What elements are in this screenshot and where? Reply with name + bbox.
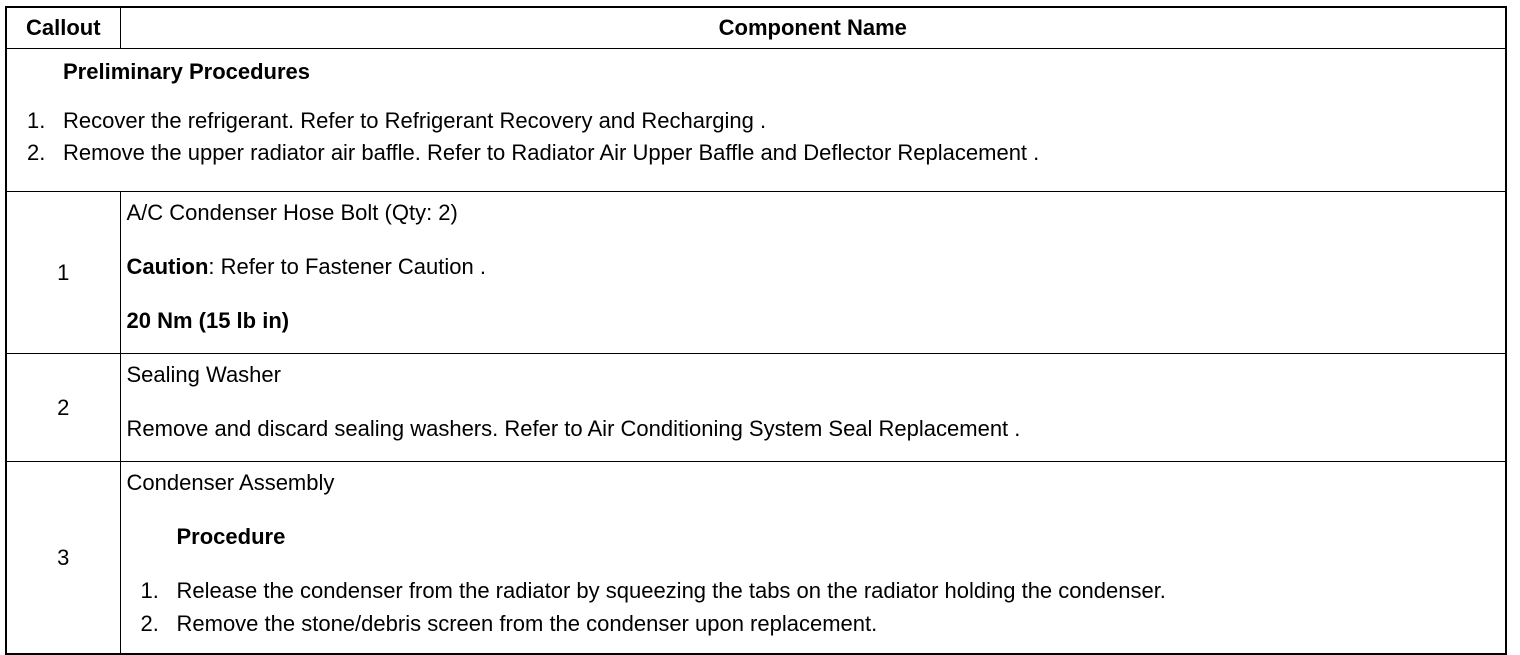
component-name: Sealing Washer: [126, 362, 281, 387]
component-name: A/C Condenser Hose Bolt (Qty: 2): [126, 200, 458, 225]
table-row: [7, 192, 1505, 354]
torque-spec: 20 Nm (15 lb in): [126, 308, 290, 333]
step-text: Remove the upper radiator air baffle. Refer to Radiator Air Upper Baffle and Deflector Replacement .: [63, 140, 1040, 165]
procedure-steps: [127, 574, 1496, 640]
table-row: [7, 462, 1505, 654]
component-cell: [120, 192, 1505, 354]
list-item: [127, 574, 1496, 607]
component-cell: [120, 354, 1505, 462]
procedure-heading: Procedure: [176, 524, 286, 549]
preliminary-steps: [27, 105, 1495, 169]
step-number: 2.: [140, 611, 159, 636]
callout-cell: 2: [7, 354, 120, 462]
caution-note: [127, 252, 1496, 282]
callout-cell: 3: [7, 462, 120, 654]
step-number: 2.: [27, 140, 46, 165]
callout-cell: 1: [7, 192, 120, 354]
preliminary-cell: [7, 49, 1505, 192]
list-item: [27, 105, 1495, 137]
table-row: [7, 354, 1505, 462]
step-text: Recover the refrigerant. Refer to Refrigerant Recovery and Recharging .: [63, 108, 767, 133]
step-text: Remove the stone/debris screen from the condenser upon replacement.: [176, 611, 878, 636]
step-number: 1.: [140, 578, 159, 603]
preliminary-heading: Preliminary Procedures: [63, 59, 311, 84]
component-table: [7, 8, 1505, 653]
component-cell: [120, 462, 1505, 654]
caution-text: : Refer to Fastener Caution .: [208, 254, 486, 279]
step-text: Release the condenser from the radiator by squeezing the tabs on the radiator holding the condenser.: [176, 578, 1166, 603]
list-item: [127, 607, 1496, 640]
list-item: [27, 137, 1495, 169]
caution-label: Caution: [126, 254, 209, 279]
preliminary-row: [7, 49, 1505, 192]
callout-header: Callout: [7, 8, 120, 49]
component-name: Condenser Assembly: [126, 470, 335, 495]
step-number: 1.: [27, 108, 46, 133]
component-name-header: Component Name: [120, 8, 1505, 49]
header-row: [7, 8, 1505, 49]
component-note: Remove and discard sealing washers. Refer to Air Conditioning System Seal Replacement .: [126, 416, 1021, 441]
component-table-container: [5, 6, 1507, 655]
